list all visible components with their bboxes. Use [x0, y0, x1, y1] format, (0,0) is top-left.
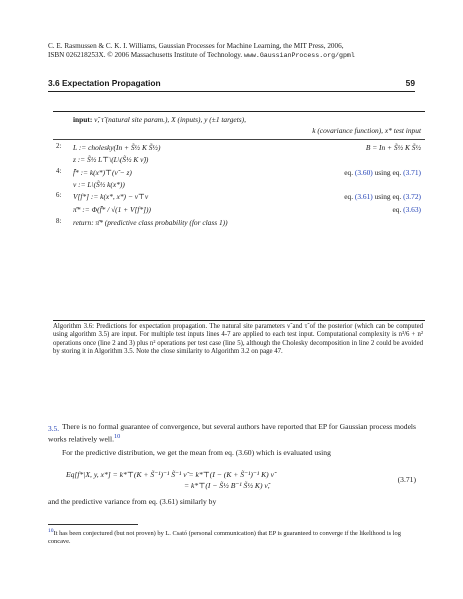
input-params-2: k (covariance function), x* test input: [312, 126, 421, 135]
paragraph-text: There is no formal guarantee of convergence, but several authors have reported that EP for Gaussian process models works relatively well.: [48, 422, 416, 444]
footnote-rule: [48, 524, 138, 525]
algorithm-line: [53, 192, 425, 203]
line-number: 6:: [56, 192, 62, 199]
line-number: 8:: [56, 218, 62, 225]
header-rule: [48, 91, 415, 92]
algorithm-line: [53, 155, 425, 166]
algorithm-input-line: [53, 115, 425, 126]
footnote: [48, 528, 416, 546]
algorithm-line: [53, 168, 425, 179]
algorithm-line: [53, 143, 425, 154]
caption-label: Algorithm 3.6:: [53, 323, 94, 330]
copyright-line-2: [48, 51, 448, 60]
algorithm-box: [53, 111, 425, 321]
line-code: v := L\(S̃½ k(x*)): [73, 180, 125, 189]
algorithm-line: [53, 218, 425, 229]
line-number: 2:: [56, 143, 62, 150]
line-comment: [392, 205, 421, 214]
book-url: www.GaussianProcess.org/gpml: [244, 52, 355, 59]
equation-link[interactable]: (3.60): [354, 168, 373, 177]
input-keyword: input:: [73, 115, 93, 124]
comment-text: eq.: [344, 192, 355, 201]
caption-text: Predictions for expectation propagation. The natural site parameters ν̃ and τ̃ of the posterior (which can be computed using algorithm 3.5) are input. For multiple test inputs lines 4-7 are applied to each test input. Computational complexity is n³/6 + n² operations once (line 2 and 3) plus n² operations per test case (line 5), although the Cholesky decomposition in line 2 could be avoided by storing it in Algorithm 3.5. Note the close similarity to Algorithm 3.2 on page 47.: [53, 323, 424, 355]
copyright-notice: [48, 42, 448, 60]
line-code: L := cholesky(In + S̃½ K S̃½): [73, 143, 161, 152]
line-code: f̄* := k(x*)⊤(ν̃ − z): [73, 168, 132, 177]
input-params: ν̃, τ̃ (natural site param.), X (inputs), y (±1 targets),: [94, 115, 246, 124]
paragraph-convergence: [48, 422, 416, 444]
copyright-line-1: C. E. Rasmussen & C. K. I. Williams, Gaussian Processes for Machine Learning, the MIT Press, 2006,: [48, 42, 344, 50]
equation-link[interactable]: (3.71): [403, 168, 421, 177]
algorithm-separator: [53, 139, 425, 140]
comment-text: using eq.: [372, 192, 404, 201]
line-comment: [344, 168, 421, 177]
line-code: π̄* := Φ(f̄* / √(1 + V[f*])): [73, 205, 151, 214]
algorithm-input-line-2: [53, 126, 425, 137]
running-header: [48, 78, 415, 88]
algorithm-caption: [53, 323, 423, 356]
footnote-mark: 10: [48, 528, 54, 534]
page-number: 59: [405, 78, 415, 88]
algorithm-line: [53, 205, 425, 216]
line-comment: [344, 192, 421, 201]
comment-text: eq.: [344, 168, 355, 177]
copyright-line-2-text: ISBN 026218253X. © 2006 Massachusetts Institute of Technology.: [48, 51, 243, 59]
equation-link[interactable]: (3.61): [354, 192, 373, 201]
line-code: return: π̄* (predictive class probability (for class 1)): [73, 218, 228, 227]
paragraph-predictive: For the predictive distribution, we get the mean from eq. (3.60) which is evaluated using: [62, 448, 331, 457]
algorithm-line: [53, 180, 425, 191]
comment-text: eq.: [392, 205, 404, 214]
line-number: 4:: [56, 168, 62, 175]
footnote-text: It has been conjectured (but not proven) by L. Csató (personal communication) that EP is guaranteed to converge if the likelihood is log concave.: [48, 530, 401, 545]
equation-line: Eq[f*|X, y, x*] = k*⊤(K + S̃⁻¹)⁻¹ S̃⁻¹ ν̃ = k*⊤(I − (K + S̃⁻¹)⁻¹ K) ν̃: [66, 470, 274, 479]
line-code: V[f*] := k(x*, x*) − v⊤v: [73, 192, 149, 201]
section-title: 3.6 Expectation Propagation: [48, 78, 161, 88]
equation-link[interactable]: (3.72): [403, 192, 421, 201]
equation-link[interactable]: (3.63): [403, 205, 421, 214]
equation-371: [48, 470, 416, 490]
line-code: z := S̃½ L⊤\(L\(S̃½ K ν̃)): [73, 155, 149, 164]
paragraph-variance: and the predictive variance from eq. (3.61) similarly by: [48, 497, 217, 506]
equation-line: = k*⊤(I − S̃½ B⁻¹ S̃½ K) ν̃,: [184, 481, 270, 490]
comment-text: using eq.: [372, 168, 404, 177]
equation-number: (3.71): [397, 475, 416, 484]
line-comment: B = In + S̃½ K S̃½: [365, 143, 421, 152]
footnote-ref[interactable]: 10: [114, 432, 121, 440]
margin-ref: 3.5.: [48, 424, 60, 433]
